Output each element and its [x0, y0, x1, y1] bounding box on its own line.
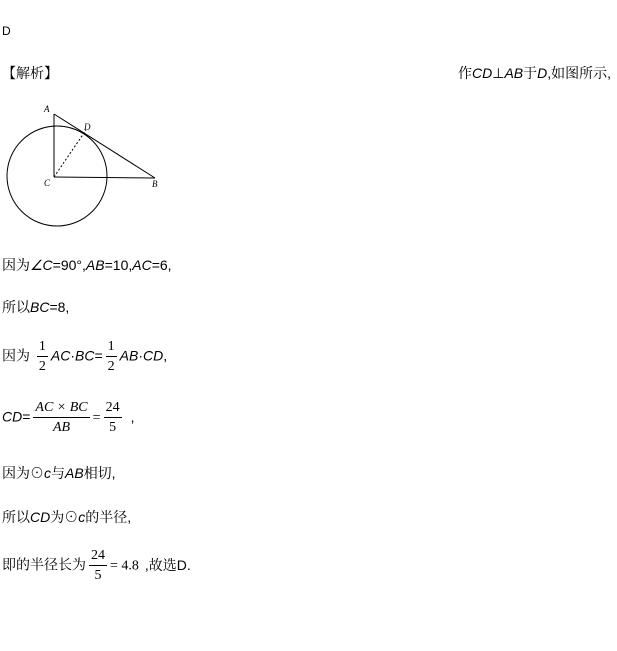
segment-cd-dotted [54, 130, 86, 177]
geometry-figure [0, 100, 170, 230]
line-given [2, 255, 172, 275]
answer-label: D [2, 24, 11, 38]
label-d: D [84, 122, 91, 132]
line4-end: , [130, 408, 135, 425]
segment-cb [54, 177, 155, 178]
label-a: A [44, 104, 50, 114]
line5-c: c [44, 465, 51, 481]
perp-symbol: ⊥ [492, 65, 505, 81]
intro-text-a: 作 [458, 65, 472, 81]
line7-pre: 即的半径长为 [2, 556, 86, 573]
line1-eq3: =6, [151, 257, 172, 273]
line-area [2, 340, 167, 374]
circle-dot-symbol: ⊙ [30, 465, 44, 481]
line6-c: c [78, 509, 86, 525]
construction-note [458, 63, 611, 83]
fraction-half-1 [37, 340, 48, 374]
line3-ac-bc: AC·BC [50, 347, 95, 364]
line1-pre: 因为 [2, 257, 30, 273]
line3-ab-cd: AB·CD [119, 347, 164, 364]
analysis-heading: 【解析】 [2, 65, 58, 81]
line5-pre: 因为 [2, 465, 30, 481]
line-radius [2, 507, 131, 527]
frac1-den: 2 [38, 359, 46, 374]
frac1-num: 1 [37, 340, 48, 357]
line4-eq2: = [92, 410, 101, 426]
line4-cd: CD [2, 408, 23, 425]
line7-eq: = 4.8 [110, 558, 139, 574]
line1-ab: AB [85, 257, 105, 273]
intro-d: D [537, 65, 548, 81]
frac-res-den: 5 [94, 568, 102, 583]
line6-end: 的半径, [85, 509, 132, 525]
line2-bc: BC [30, 299, 50, 315]
line1-eq2: =10, [104, 257, 133, 273]
frac-res-num: 24 [89, 549, 107, 566]
line1-eq1: =90°, [52, 257, 86, 273]
line1-ac: AC [132, 257, 152, 273]
line2-eq: =8, [49, 299, 70, 315]
intro-text-b: 于 [523, 65, 538, 81]
line4-eq: = [22, 408, 31, 425]
line6-mid: 为 [50, 509, 65, 525]
line5-mid: 与 [51, 465, 65, 481]
frac-cd-num: AC × BC [33, 401, 89, 418]
fraction-result [89, 549, 107, 583]
line5-end: 相切, [83, 465, 116, 481]
line3-eq: = [94, 347, 103, 364]
fraction-cd [33, 401, 89, 435]
fraction-24-5 [104, 401, 122, 435]
line-cd-value [2, 401, 134, 435]
label-b: B [152, 179, 158, 189]
frac-24-den: 5 [109, 420, 117, 435]
intro-text-c: ,如图所示, [547, 65, 612, 81]
line2-pre: 所以 [2, 299, 30, 315]
line-tangent [2, 463, 116, 483]
fraction-half-2 [106, 340, 117, 374]
frac2-num: 1 [106, 340, 117, 357]
frac2-den: 2 [107, 359, 115, 374]
segment-ab [54, 114, 155, 178]
line-bc [2, 297, 69, 317]
intro-cd: CD [472, 65, 493, 81]
line-conclusion [2, 549, 191, 583]
label-c: C [44, 178, 51, 188]
frac-24-num: 24 [104, 401, 122, 418]
frac-cd-den: AB [52, 420, 71, 435]
line3-end: , [163, 347, 168, 364]
circle-dot-symbol-2: ⊙ [64, 509, 79, 525]
line3-pre: 因为 [2, 347, 30, 364]
angle-c: ∠C [30, 257, 53, 273]
circle-c [7, 126, 107, 226]
line6-cd: CD [30, 509, 51, 525]
line5-ab: AB [65, 465, 84, 481]
line7-end: ,故选D. [144, 556, 191, 573]
line6-pre: 所以 [2, 509, 30, 525]
intro-ab: AB [504, 65, 524, 81]
